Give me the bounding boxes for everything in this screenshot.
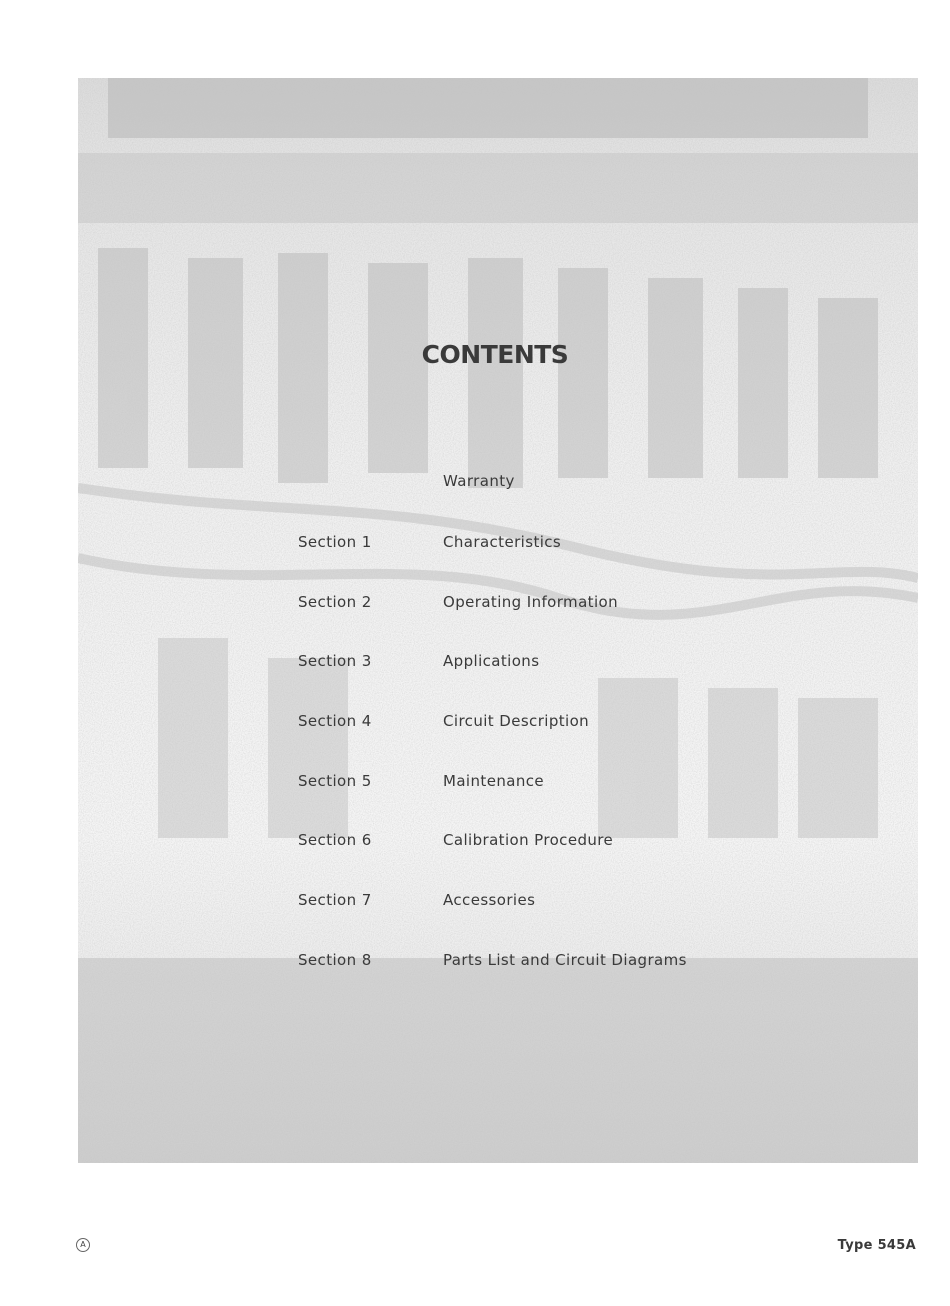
toc-row <box>0 772 950 796</box>
toc-section-label: Section 1 <box>298 533 372 551</box>
toc-section-title: Characteristics <box>443 533 562 551</box>
toc-row <box>0 891 950 915</box>
toc-section-label: Section 7 <box>298 891 372 909</box>
toc-section-title: Applications <box>443 652 540 670</box>
toc-section-title: Accessories <box>443 891 536 909</box>
toc-section-label: Section 2 <box>298 593 372 611</box>
toc-item-title: Warranty <box>443 472 515 490</box>
instrument-type: Type 545A <box>837 1238 916 1253</box>
toc-row <box>0 593 950 617</box>
toc-row <box>0 712 950 736</box>
toc-row <box>0 533 950 557</box>
toc-section-label: Section 4 <box>298 712 372 730</box>
toc-row <box>0 951 950 975</box>
toc-row <box>0 652 950 676</box>
toc-row-warranty <box>0 472 950 496</box>
toc-section-title: Parts List and Circuit Diagrams <box>443 951 687 969</box>
toc-section-title: Maintenance <box>443 772 544 790</box>
toc-section-title: Calibration Procedure <box>443 831 614 849</box>
toc-section-label: Section 3 <box>298 652 372 670</box>
toc-section-label: Section 8 <box>298 951 372 969</box>
toc-row <box>0 831 950 855</box>
toc-section-title: Operating Information <box>443 593 618 611</box>
page-title: CONTENTS <box>421 340 569 369</box>
toc-section-label: Section 5 <box>298 772 372 790</box>
toc-section-label: Section 6 <box>298 831 372 849</box>
toc-section-title: Circuit Description <box>443 712 590 730</box>
publisher-mark-icon: A <box>76 1238 90 1252</box>
